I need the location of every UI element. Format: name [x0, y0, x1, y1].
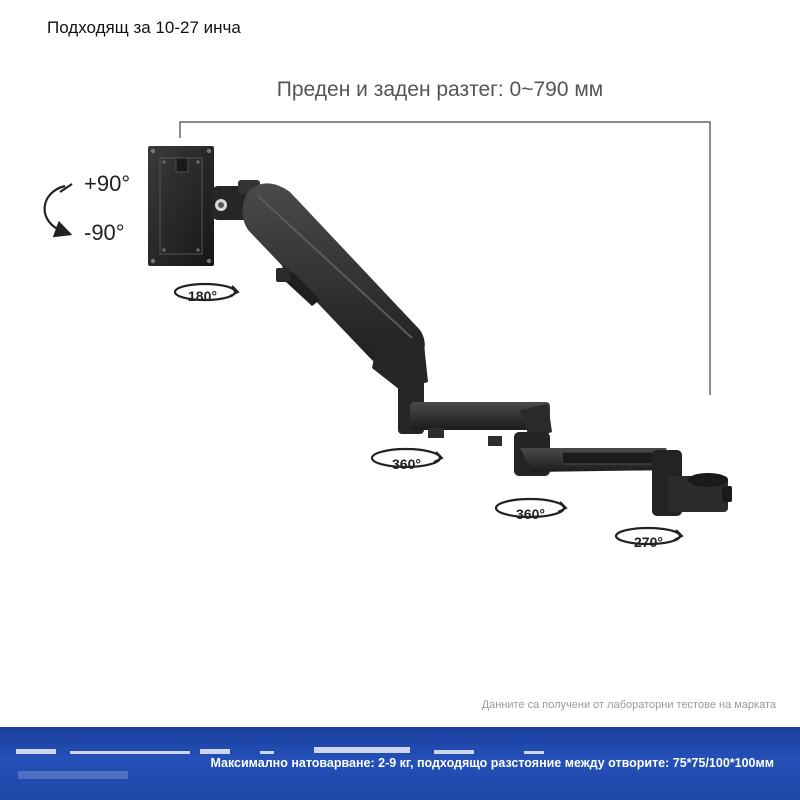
- tilt-arrows-icon: [45, 184, 72, 232]
- rotation-elbow-lower-label: 360°: [516, 506, 545, 522]
- load-spec-text: Максимално натоварване: 2-9 кг, подходящо разстояние между отворите: 75*75/100*100мм: [210, 756, 774, 770]
- upper-arm: [243, 183, 429, 390]
- rotation-head-label: 180°: [188, 288, 217, 304]
- rotation-elbow-upper-label: 360°: [392, 456, 421, 472]
- lab-test-note: Данните са получени от лабораторни тестове на марката: [481, 699, 776, 711]
- tilt-down-label: -90°: [84, 220, 125, 245]
- vesa-plate: [148, 146, 214, 266]
- screen-size-label: Подходящ за 10-27 инча: [47, 18, 241, 37]
- reach-range-label: Преден и заден разтег: 0~790 мм: [276, 78, 604, 101]
- footer-banner: [0, 727, 800, 800]
- tilt-up-label: +90°: [84, 171, 131, 196]
- rotation-base-label: 270°: [634, 534, 663, 550]
- reach-bracket-line: [180, 122, 710, 395]
- desk-clamp-base: [652, 450, 732, 516]
